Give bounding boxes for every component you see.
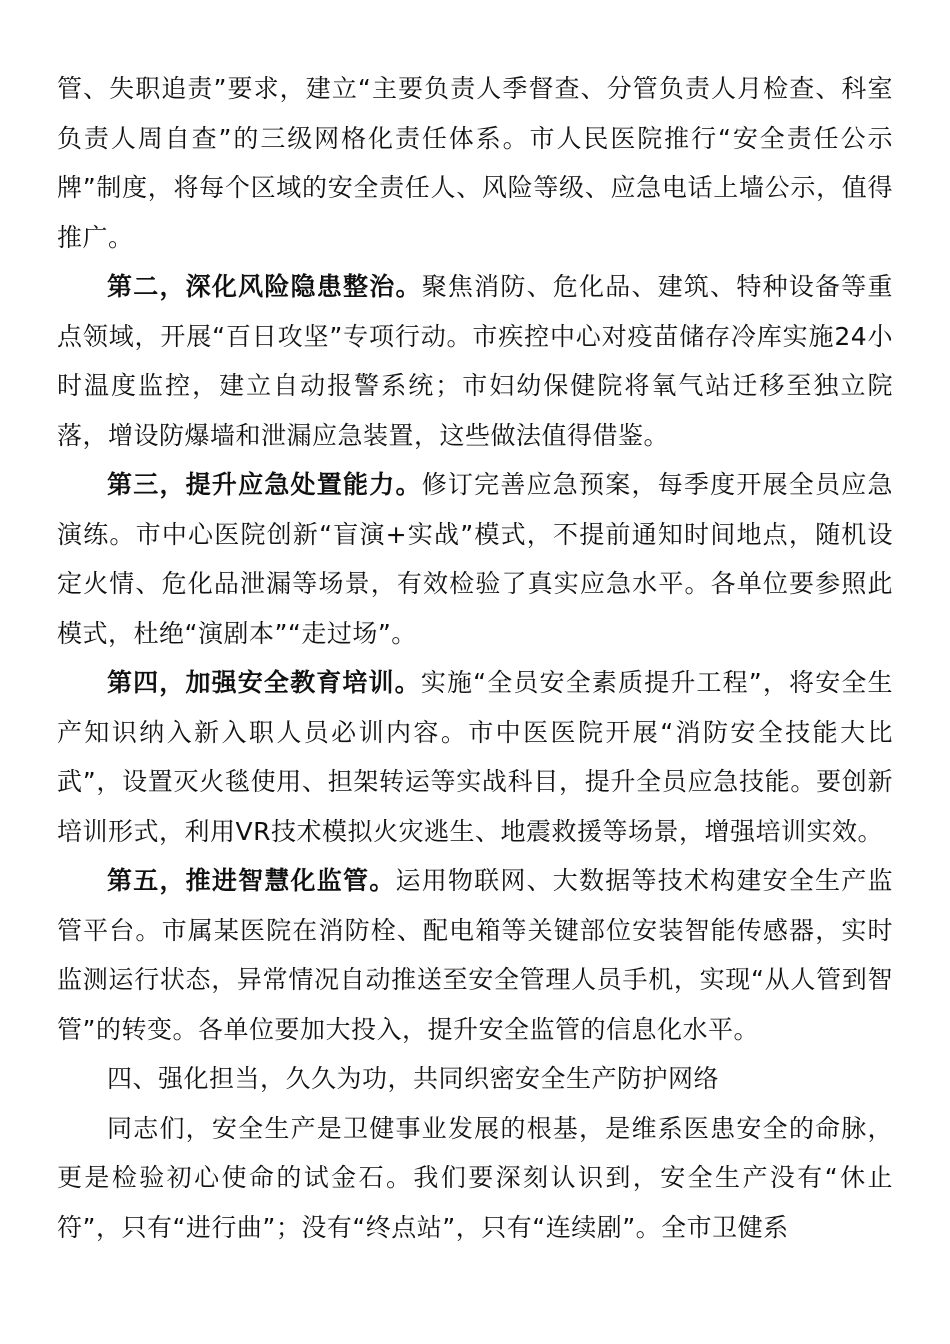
item-paragraph-5 — [57, 856, 893, 1054]
item-lead-2: 第二，深化风险隐患整治。 — [107, 272, 422, 301]
item-body-3: 修订完善应急预案，每季度开展全员应急演练。市中心医院创新“盲演+实战”模式，不提前通知时间地点，随机设定火情、危化品泄漏等场景，有效检验了真实应急水平。各单位要参照此模式，杜绝“演剧本”“走过场”。 — [57, 470, 893, 648]
section-heading: 四、强化担当，久久为功，共同织密安全生产防护网络 — [107, 1064, 720, 1093]
item-paragraph-3 — [57, 460, 893, 658]
item-paragraph-4 — [57, 658, 893, 856]
item-lead-5: 第五，推进智慧化监管。 — [107, 866, 396, 895]
intro-continuation-paragraph: 管、失职追责”要求，建立“主要负责人季督查、分管负责人月检查、科室负责人周自查”的三级网格化责任体系。市人民医院推行“安全责任公示牌”制度，将每个区域的安全责任人、风险等级、应急电话上墙公示，值得推广。 — [57, 74, 893, 252]
item-body-4: 实施“全员安全素质提升工程”，将安全生产知识纳入新入职人员必训内容。市中医医院开展“消防安全技能大比武”，设置灭火毯使用、担架转运等实战科目，提升全员应急技能。要创新培训形式，利用VR技术模拟火灾逃生、地震救援等场景，增强培训实效。 — [57, 668, 893, 846]
item-lead-3: 第三，提升应急处置能力。 — [107, 470, 422, 499]
document-page — [57, 64, 893, 1252]
item-lead-4: 第四，加强安全教育培训。 — [107, 668, 421, 697]
item-body-5: 运用物联网、大数据等技术构建安全生产监管平台。市属某医院在消防栓、配电箱等关键部位安装智能传感器，实时监测运行状态，异常情况自动推送至安全管理人员手机，实现“从人管到智管”的转变。各单位要加大投入，提升安全监管的信息化水平。 — [57, 866, 893, 1044]
item-paragraph-2 — [57, 262, 893, 460]
item-body-2: 聚焦消防、危化品、建筑、特种设备等重点领域，开展“百日攻坚”专项行动。市疾控中心对疫苗储存冷库实施24小时温度监控，建立自动报警系统；市妇幼保健院将氧气站迁移至独立院落，增设防爆墙和泄漏应急装置，这些做法值得借鉴。 — [57, 272, 893, 450]
closing-paragraph: 同志们，安全生产是卫健事业发展的根基，是维系医患安全的命脉，更是检验初心使命的试金石。我们要深刻认识到，安全生产没有“休止符”，只有“进行曲”；没有“终点站”，只有“连续剧”。全市卫健系 — [57, 1113, 893, 1242]
